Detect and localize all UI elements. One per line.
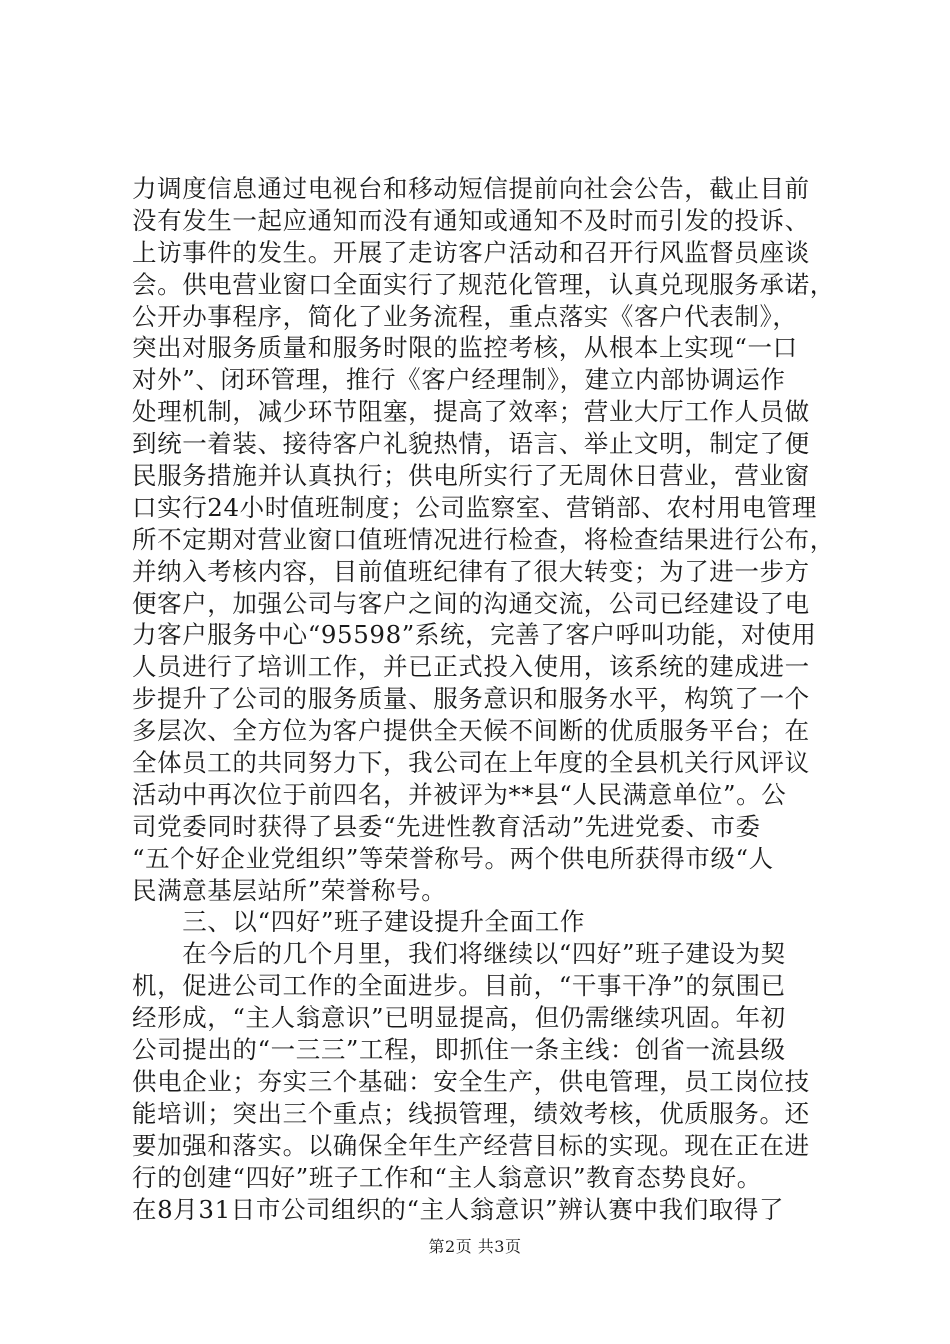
text-line: 到统一着装、接待客户礼貌热情，语言、举止文明，制定了便 <box>132 429 810 459</box>
text-line: 没有发生一起应通知而没有通知或通知不及时而引发的投诉、 <box>132 205 810 235</box>
page-number: 第2页 共3页 <box>428 1237 522 1256</box>
text-line: 力调度信息通过电视台和移动短信提前向社会公告，截止目前 <box>132 174 810 203</box>
text-line: 便客户，加强公司与客户之间的沟通交流，公司已经建设了电 <box>132 588 810 618</box>
text-line: 司党委同时获得了县委“先进性教育活动”先进党委、市委 <box>132 811 761 841</box>
body-text <box>132 173 835 1225</box>
text-line: 公开办事程序，简化了业务流程，重点落实《客户代表制》， <box>132 301 798 331</box>
text-line: 突出对服务质量和服务时限的监控考核，从根本上实现“一口 <box>132 333 798 363</box>
text-line: 人员进行了培训工作，并已正式投入使用，该系统的建成进一 <box>132 652 810 682</box>
text-line: 多层次、全方位为客户提供全天候不间断的优质服务平台；在 <box>132 716 810 746</box>
text-line: 处理机制，减少环节阻塞，提高了效率；营业大厅工作人员做 <box>132 397 810 427</box>
text-line: 供电企业；夯实三个基础：安全生产，供电管理，员工岗位技 <box>132 1066 810 1096</box>
text-line: 能培训；突出三个重点；线损管理，绩效考核，优质服务。还 <box>132 1098 810 1128</box>
text-line: 民满意基层站所”荣誉称号。 <box>132 875 447 905</box>
text-line: 经形成，“主人翁意识”已明显提高，但仍需继续巩固。年初 <box>132 1003 786 1033</box>
text-line: 全体员工的共同努力下，我公司在上年度的全县机关行风评议 <box>132 748 810 778</box>
text-line: 对外”、闭环管理，推行《客户经理制》，建立内部协调运作 <box>132 365 786 395</box>
text-line: 上访事件的发生。开展了走访客户活动和召开行风监督员座谈 <box>132 237 810 267</box>
text-line: 公司提出的“一三三”工程，即抓住一条主线：创省一流县级 <box>132 1035 786 1065</box>
text-line: 并纳入考核内容，目前值班纪律有了很大转变；为了进一步方 <box>132 556 810 586</box>
text-line: “五个好企业党组织”等荣誉称号。两个供电所获得市级“人 <box>132 843 774 873</box>
text-line: 在8月31日市公司组织的“主人翁意识”辨认赛中我们取得了 <box>132 1194 785 1224</box>
text-line: 民服务措施并认真执行；供电所实行了无周休日营业，营业窗 <box>132 461 810 491</box>
section-heading: 三、以“四好”班子建设提升全面工作 <box>132 907 585 937</box>
text-line: 会。供电营业窗口全面实行了规范化管理，认真兑现服务承诺， <box>132 269 835 299</box>
text-line: 活动中再次位于前四名，并被评为**县“人民满意单位”。公 <box>132 779 787 809</box>
text-line: 要加强和落实。以确保全年生产经营目标的实现。现在正在进 <box>132 1130 810 1160</box>
text-line: 行的创建“四好”班子工作和“主人翁意识”教育态势良好。 <box>132 1162 762 1192</box>
text-line: 机，促进公司工作的全面进步。目前，“干事干净”的氛围已 <box>132 971 786 1001</box>
text-line: 在今后的几个月里，我们将继续以“四好”班子建设为契 <box>132 939 786 969</box>
text-line: 步提升了公司的服务质量、服务意识和服务水平，构筑了一个 <box>132 684 810 714</box>
text-line: 口实行24小时值班制度；公司监察室、营销部、农村用电管理 <box>132 492 817 522</box>
text-line: 力客户服务中心“95598”系统，完善了客户呼叫功能，对使用 <box>132 620 817 650</box>
text-line: 所不定期对营业窗口值班情况进行检查，将检查结果进行公布， <box>132 524 835 554</box>
